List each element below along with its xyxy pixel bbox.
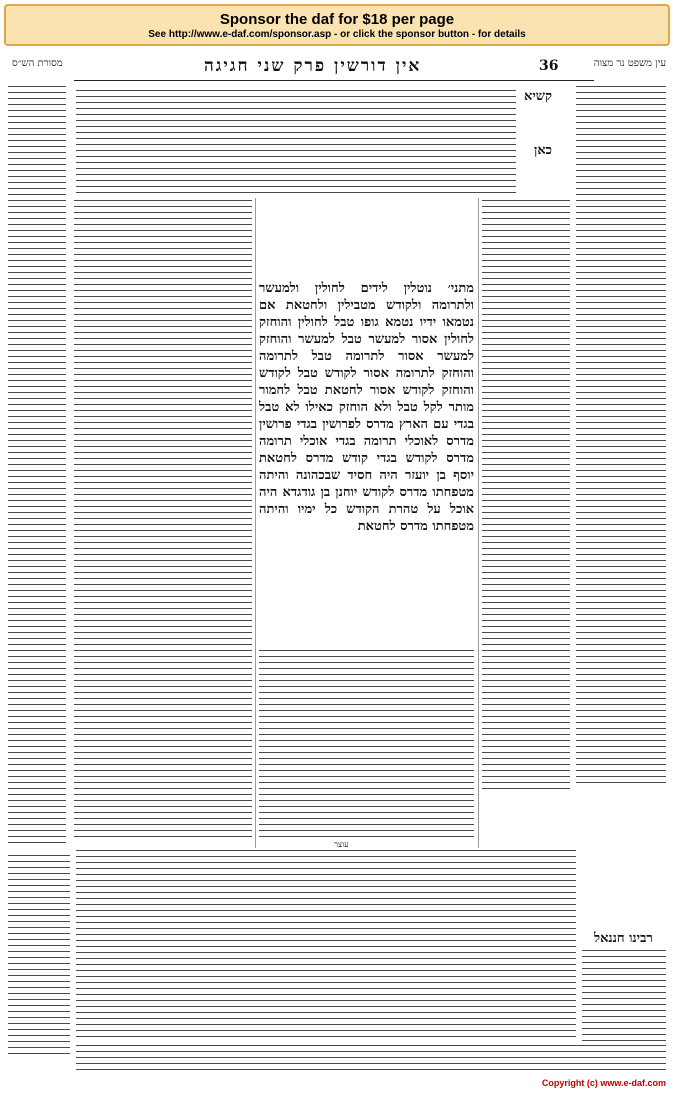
gemara-center-block <box>259 650 474 840</box>
rabbeinu-chananel-heading: רבינו חננאל <box>594 931 653 946</box>
tosafot-column <box>74 200 252 840</box>
mishna-text: מתני׳ נוטלין לידים לחולין ולמעשר ולתרומה ולקודש מטבילין ולחטאת אם נטמאו ידיו נטמא גופו טבל לחולין והוחזק לחולין אסור למעשר טבל למעשר והוחזק למעשר אסור לתרומה טבל לתרומה והוחזק לתרומה אסור לקודש טבל לקודש והוחזק לקודש אסור לחטאת טבל לחמור מותר לקל טבל ולא הוחזק כאילו לא טבל בגדי עם הארץ מדרס לפרושין בגדי פרושין מדרס לאוכלי תרומה בגדי אוכלי תרומה מדרס לקודש בגדי קודש מדרס לחטאת יוסף בן יועזר היה חסיד שבכהונה והיתה מטפחתו מדרס לקודש יוחנן בן גודגדא היה אוכל על טהרת הקודש כל ימיו והיתה מטפחתו מדרס לחטאת <box>259 281 474 534</box>
divider-right <box>478 198 479 848</box>
ein-mishpat-column <box>576 86 666 786</box>
divider-left <box>255 198 256 848</box>
sponsor-title[interactable]: Sponsor the daf for $18 per page <box>219 11 455 28</box>
ein-mishpat-label: עין משפט נר מצוה <box>593 58 666 69</box>
copyright-link[interactable]: Copyright (c) www.e-daf.com <box>541 1078 666 1088</box>
rashi-column <box>482 200 570 790</box>
header-rule <box>74 80 594 81</box>
sponsor-subtitle: See http://www.e-daf.com/sponsor.asp - or click the sponsor button - for details <box>148 29 526 40</box>
masoret-hashas-label: מסורת הש״ס <box>12 58 63 69</box>
masoret-hashas-column <box>8 86 66 846</box>
page-number: 36 <box>539 58 559 74</box>
rabbeinu-chananel-column <box>582 950 666 1045</box>
footnotes-block <box>76 1045 666 1075</box>
bottom-commentary <box>76 850 576 1040</box>
footnote-mark: עוצר <box>334 840 349 849</box>
kan-keyword: כאן <box>534 143 553 158</box>
kasha-keyword: קשיא <box>524 89 552 104</box>
sponsor-banner[interactable] <box>4 4 670 46</box>
gemara-top-block <box>76 90 516 195</box>
page-header <box>4 56 672 78</box>
chapter-title: אין דורשין פרק שני חגיגה <box>204 56 422 76</box>
hagahot-column <box>8 855 70 1055</box>
talmud-page <box>4 50 672 1090</box>
